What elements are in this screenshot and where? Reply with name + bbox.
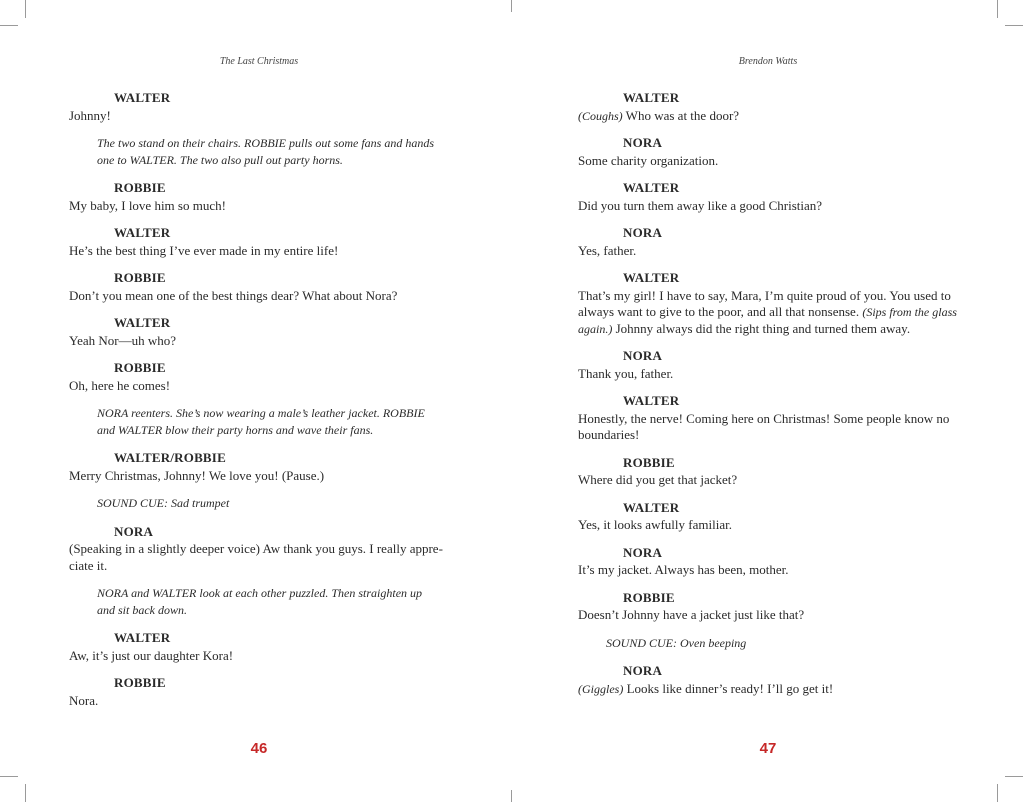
dialogue-block	[578, 90, 962, 124]
dialogue-block	[578, 180, 962, 214]
inline-direction: (Giggles)	[578, 681, 624, 696]
dialogue-text: Looks like dinner’s ready! I’ll go get it!	[623, 680, 834, 696]
dialogue-line: (Speaking in a slightly deeper voice) Aw thank you guys. I really appre- ciate it.	[69, 541, 443, 573]
dialogue-line: Yes, it looks awfully familiar.	[578, 517, 732, 532]
character-name: WALTER	[114, 630, 171, 645]
dialogue-block	[578, 455, 962, 489]
crop-mark	[511, 790, 512, 802]
character-name: ROBBIE	[114, 270, 166, 285]
character-name: WALTER	[623, 180, 680, 195]
dialogue-line: Yeah Nor—uh who?	[69, 332, 177, 348]
dialogue-text: That’s my girl! I have to say, Mara, I’m quite proud of you. You used to always want to give to the poor, and all that nonsense.	[578, 287, 951, 319]
stage-direction: The two stand on their chairs. ROBBIE pulls out some fans and hands one to WALTER. The two also pull out party horns.	[97, 136, 434, 167]
character-name: ROBBIE	[114, 360, 166, 375]
crop-mark	[25, 0, 26, 18]
stage-direction: NORA and WALTER look at each other puzzled. Then straighten up and sit back down.	[97, 586, 423, 617]
crop-mark	[511, 0, 512, 12]
character-name: WALTER	[623, 270, 680, 285]
dialogue-line: It’s my jacket. Always has been, mother.	[578, 562, 789, 577]
dialogue-text: Who was at the door?	[622, 107, 740, 123]
dialogue-line: Oh, here he comes!	[69, 377, 171, 393]
running-head: Brendon Watts	[738, 56, 798, 67]
dialogue-block	[578, 270, 962, 337]
stage-direction: NORA reenters. She’s now wearing a male’s leather jacket. ROBBIE and WALTER blow their party horns and wave their fans.	[97, 406, 425, 437]
dialogue-block	[578, 663, 962, 697]
dialogue-line: Doesn’t Johnny have a jacket just like that?	[578, 607, 805, 622]
character-name: WALTER/ROBBIE	[114, 450, 226, 465]
dialogue-line: Don’t you mean one of the best things dear? What about Nora?	[69, 287, 398, 303]
dialogue-block	[69, 225, 453, 259]
dialogue-line	[578, 288, 962, 338]
character-name: NORA	[623, 225, 663, 240]
character-name: WALTER	[623, 90, 680, 105]
script-body	[578, 90, 962, 708]
page-number: 47	[759, 740, 777, 757]
dialogue-text: Johnny always did the right thing and turned them away.	[612, 320, 911, 336]
dialogue-block	[69, 524, 453, 575]
dialogue-line	[578, 681, 962, 698]
character-name: WALTER	[114, 225, 171, 240]
character-name: ROBBIE	[114, 180, 166, 195]
character-name: NORA	[623, 348, 663, 363]
character-name: NORA	[623, 544, 663, 560]
dialogue-block	[69, 270, 453, 304]
dialogue-line: Nora.	[69, 692, 99, 708]
dialogue-line: My baby, I love him so much!	[69, 197, 226, 213]
dialogue-block	[69, 180, 453, 214]
character-name: NORA	[623, 135, 663, 150]
sound-cue: SOUND CUE: Oven beeping	[606, 635, 747, 650]
script-body	[69, 90, 453, 720]
dialogue-block	[578, 545, 962, 579]
inline-direction: (Coughs)	[578, 108, 623, 123]
character-name: WALTER	[114, 90, 171, 105]
dialogue-line: Did you turn them away like a good Christian?	[578, 197, 823, 213]
left-page	[69, 0, 509, 802]
dialogue-block	[69, 360, 453, 394]
character-name: WALTER	[623, 393, 680, 408]
dialogue-block	[69, 315, 453, 349]
dialogue-line: Where did you get that jacket?	[578, 472, 738, 487]
dialogue-block	[578, 393, 962, 444]
crop-mark	[0, 776, 18, 777]
dialogue-line: Aw, it’s just our daughter Kora!	[69, 647, 234, 663]
dialogue-line: Thank you, father.	[578, 365, 674, 381]
dialogue-line: Johnny!	[69, 107, 111, 123]
character-name: WALTER	[623, 499, 680, 515]
dialogue-block	[578, 135, 962, 169]
dialogue-line: He’s the best thing I’ve ever made in my entire life!	[69, 242, 339, 258]
dialogue-block	[69, 450, 453, 484]
dialogue-line: Merry Christmas, Johnny! We love you! (Pause.)	[69, 467, 325, 483]
dialogue-block	[578, 590, 962, 624]
character-name: WALTER	[114, 315, 171, 330]
right-page	[578, 0, 1018, 802]
sound-cue: SOUND CUE: Sad trumpet	[97, 496, 230, 510]
dialogue-block	[69, 675, 453, 709]
character-name: NORA	[114, 523, 154, 539]
dialogue-block	[578, 348, 962, 382]
crop-mark	[0, 25, 18, 26]
character-name: ROBBIE	[114, 675, 166, 690]
character-name: ROBBIE	[623, 589, 675, 605]
dialogue-line: Some charity organization.	[578, 152, 719, 168]
dialogue-block	[69, 90, 453, 124]
dialogue-block	[578, 225, 962, 259]
dialogue-line	[578, 108, 962, 125]
inline-direction: (Sips from the glass again.)	[578, 305, 957, 336]
page-number: 46	[250, 740, 268, 757]
running-head: The Last Christmas	[219, 56, 299, 67]
crop-mark	[25, 784, 26, 802]
dialogue-block	[578, 500, 962, 534]
character-name: NORA	[623, 663, 663, 678]
dialogue-line: Yes, father.	[578, 242, 637, 258]
character-name: ROBBIE	[623, 454, 675, 470]
dialogue-line: Honestly, the nerve! Coming here on Christmas! Some people know no boundaries!	[578, 410, 950, 442]
dialogue-block	[69, 630, 453, 664]
